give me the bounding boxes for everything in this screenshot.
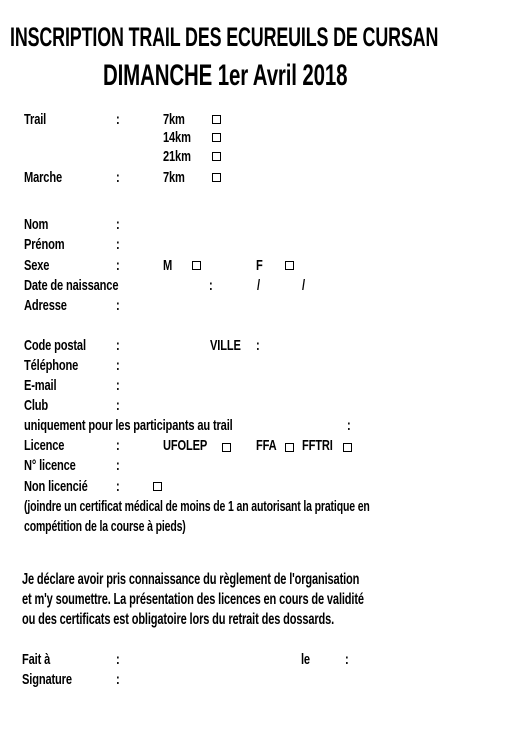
trail-only-note: uniquement pour les participants au trail (24, 417, 233, 434)
numero-licence-colon: : (116, 457, 120, 474)
marche-label: Marche (24, 169, 62, 186)
fait-a-label: Fait à (22, 651, 51, 668)
numero-licence-label: N° licence (24, 457, 76, 474)
declaration-line1: Je déclare avoir pris connaissance du règlement de l'organisation (22, 571, 360, 588)
certificat-note-line2: compétition de la course à pieds) (24, 518, 186, 535)
licence-ffa-checkbox[interactable] (285, 443, 294, 452)
nom-label: Nom (24, 216, 49, 233)
code-postal-label: Code postal (24, 337, 86, 354)
non-licencie-colon: : (116, 478, 120, 495)
trail-only-colon: : (347, 417, 351, 434)
signature-label: Signature (22, 671, 72, 688)
le-colon: : (345, 651, 349, 668)
trail-colon: : (116, 111, 120, 128)
signature-colon: : (116, 671, 120, 688)
declaration-line3: ou des certificats est obligatoire lors du retrait des dossards. (22, 611, 335, 628)
declaration-line2: et m'y soumettre. La présentation des licences en cours de validité (22, 591, 364, 608)
date-slash-2: / (302, 277, 305, 294)
club-label: Club (24, 397, 49, 414)
trail-option-7km: 7km (163, 111, 185, 128)
sexe-f-checkbox[interactable] (285, 261, 294, 270)
sexe-f-label: F (256, 257, 263, 274)
date-naissance-colon: : (209, 277, 213, 294)
adresse-colon: : (116, 297, 120, 314)
ville-colon: : (256, 337, 260, 354)
prenom-label: Prénom (24, 236, 65, 253)
form-subtitle: DIMANCHE 1er Avril 2018 (103, 59, 348, 92)
fait-a-colon: : (116, 651, 120, 668)
sexe-colon: : (116, 257, 120, 274)
licence-fftri-label: FFTRI (302, 437, 333, 454)
nom-colon: : (116, 216, 120, 233)
sexe-m-checkbox[interactable] (192, 261, 201, 270)
marche-7km-checkbox[interactable] (212, 173, 221, 182)
trail-14km-checkbox[interactable] (212, 133, 221, 142)
marche-colon: : (116, 169, 120, 186)
trail-21km-checkbox[interactable] (212, 152, 221, 161)
telephone-label: Téléphone (24, 357, 79, 374)
sexe-label: Sexe (24, 257, 50, 274)
licence-ufolep-label: UFOLEP (163, 437, 208, 454)
code-postal-colon: : (116, 337, 120, 354)
licence-ffa-label: FFA (256, 437, 277, 454)
licence-ufolep-checkbox[interactable] (222, 443, 231, 452)
le-label: le (301, 651, 310, 668)
licence-fftri-checkbox[interactable] (343, 443, 352, 452)
email-colon: : (116, 377, 120, 394)
club-colon: : (116, 397, 120, 414)
ville-label: VILLE (210, 337, 241, 354)
prenom-colon: : (116, 236, 120, 253)
certificat-note-line1: (joindre un certificat médical de moins de 1 an autorisant la pratique en (24, 498, 370, 515)
telephone-colon: : (116, 357, 120, 374)
email-label: E-mail (24, 377, 57, 394)
non-licencie-checkbox[interactable] (153, 482, 162, 491)
licence-label: Licence (24, 437, 65, 454)
adresse-label: Adresse (24, 297, 67, 314)
sexe-m-label: M (163, 257, 173, 274)
trail-7km-checkbox[interactable] (212, 115, 221, 124)
date-naissance-label: Date de naissance (24, 277, 119, 294)
licence-colon: : (116, 437, 120, 454)
trail-option-21km: 21km (163, 148, 191, 165)
trail-label: Trail (24, 111, 47, 128)
date-slash-1: / (257, 277, 260, 294)
non-licencie-label: Non licencié (24, 478, 88, 495)
form-title: INSCRIPTION TRAIL DES ECUREUILS DE CURSAN (10, 22, 439, 52)
trail-option-14km: 14km (163, 129, 191, 146)
marche-option-7km: 7km (163, 169, 185, 186)
